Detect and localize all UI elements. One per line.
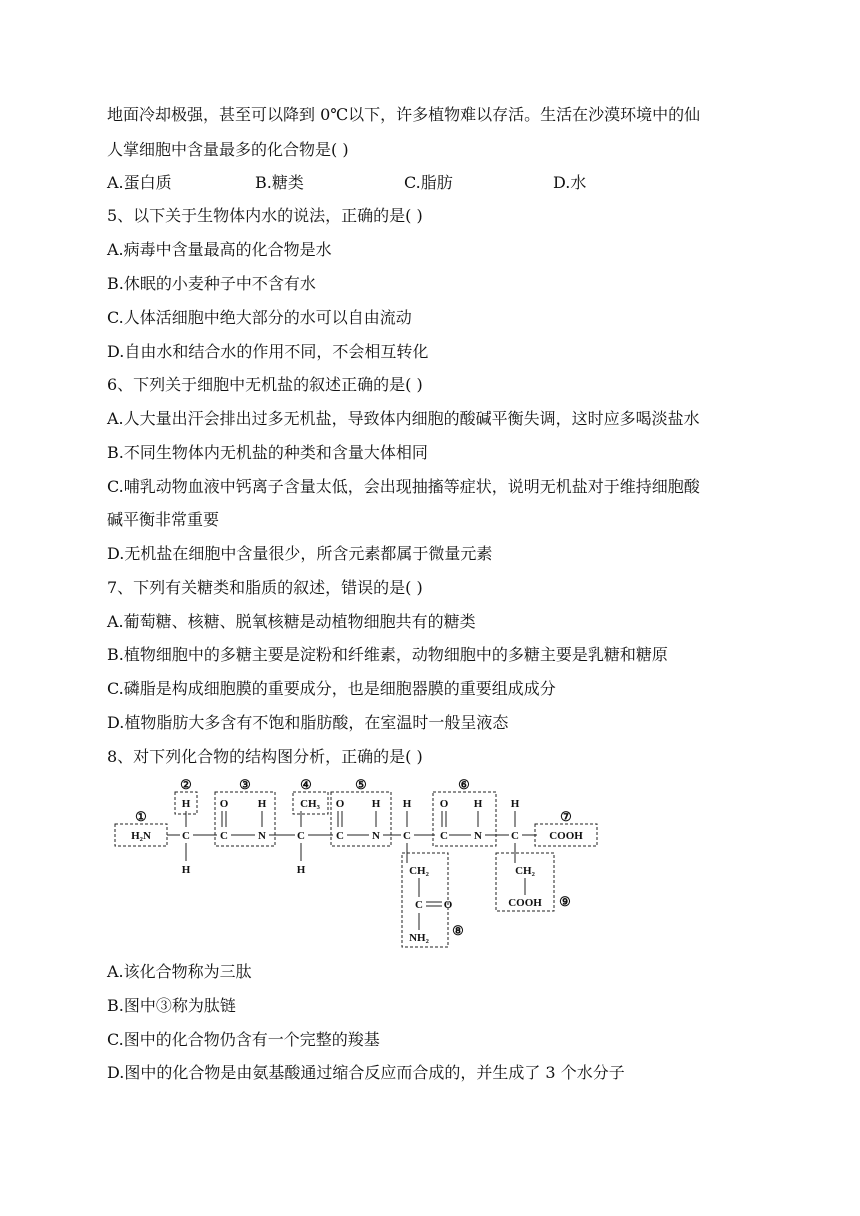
q8-option-b: B.图中③称为肽链	[107, 996, 236, 1015]
label-1: ①	[135, 809, 147, 824]
label-9: ⑨	[559, 894, 571, 909]
atom-cooh-1: COOH	[549, 830, 583, 842]
atom-h-2: H	[181, 864, 191, 876]
q8-option-d: D.图中的化合物是由氨基酸通过缩合反应而合成的，并生成了 3 个水分子	[107, 1063, 625, 1082]
q6-option-c-line-2: 碱平衡非常重要	[107, 510, 220, 529]
atom-h-3: H	[257, 798, 267, 810]
atom-o-1: O	[219, 798, 229, 810]
q7-option-c: C.磷脂是构成细胞膜的重要成分，也是细胞器膜的重要组成成分	[107, 679, 556, 698]
label-6: ⑥	[458, 777, 470, 792]
q4-option-d: D.水	[553, 173, 587, 192]
atom-h2n: H₂N	[131, 830, 151, 842]
q4-option-b: B.糖类	[255, 173, 304, 192]
q8-option-a: A.该化合物称为三肽	[107, 962, 252, 981]
q4-option-c: C.脂肪	[404, 173, 453, 192]
atom-h-6: H	[402, 798, 412, 810]
q6-option-a: A.人大量出汗会排出过多无机盐，导致体内细胞的酸碱平衡失调，这时应多喝淡盐水	[107, 409, 700, 428]
atom-c-6: C	[440, 830, 448, 842]
q4-stem-line-1: 地面冷却极强，甚至可以降到 0℃以下，许多植物难以存活。生活在沙漠环境中的仙	[107, 105, 701, 124]
atom-c-7: C	[511, 830, 519, 842]
q5-option-a: A.病毒中含量最高的化合物是水	[107, 240, 332, 259]
q7-option-a: A.葡萄糖、核糖、脱氧核糖是动植物细胞共有的糖类	[107, 612, 476, 631]
label-2: ②	[180, 777, 192, 792]
atom-h-5: H	[371, 798, 381, 810]
label-8: ⑧	[452, 923, 464, 938]
atom-ch2-1: CH₂	[409, 865, 429, 877]
atom-h-1: H	[181, 798, 191, 810]
q8-stem: 8、对下列化合物的结构图分析，正确的是( )	[107, 747, 423, 766]
atom-c-5: C	[403, 830, 411, 842]
atom-o-4: O	[443, 899, 453, 911]
atom-c-3: C	[297, 830, 305, 842]
q7-option-d: D.植物脂肪大多含有不饱和脂肪酸，在室温时一般呈液态	[107, 713, 509, 732]
q5-option-b: B.休眠的小麦种子中不含有水	[107, 274, 316, 293]
atom-c-1: C	[182, 830, 190, 842]
label-4: ④	[300, 777, 312, 792]
q5-stem: 5、以下关于生物体内水的说法，正确的是( )	[107, 206, 423, 225]
peptide-structure-diagram	[105, 775, 615, 950]
atom-n-2: N	[372, 830, 380, 842]
q5-option-c: C.人体活细胞中绝大部分的水可以自由流动	[107, 308, 412, 327]
q6-option-b: B.不同生物体内无机盐的种类和含量大体相同	[107, 443, 428, 462]
q8-option-c: C.图中的化合物仍含有一个完整的羧基	[107, 1030, 380, 1049]
q4-stem-line-2: 人掌细胞中含量最多的化合物是( )	[107, 140, 349, 159]
atom-ch2-2: CH₂	[515, 865, 535, 877]
atom-n-3: N	[474, 830, 482, 842]
atom-h-8: H	[510, 798, 520, 810]
q5-option-d: D.自由水和结合水的作用不同，不会相互转化	[107, 342, 429, 361]
atom-c-4: C	[336, 830, 344, 842]
label-3: ③	[239, 777, 251, 792]
label-5: ⑤	[355, 777, 367, 792]
atom-c-2: C	[220, 830, 228, 842]
q6-stem: 6、下列关于细胞中无机盐的叙述正确的是( )	[107, 375, 423, 394]
atom-o-2: O	[335, 798, 345, 810]
atom-c-8: C	[415, 899, 423, 911]
q6-option-c-line-1: C.哺乳动物血液中钙离子含量太低，会出现抽搐等症状，说明无机盐对于维持细胞酸	[107, 477, 700, 496]
atom-h-7: H	[473, 798, 483, 810]
atom-ch3: CH₃	[300, 798, 320, 810]
atom-o-3: O	[439, 798, 449, 810]
atom-nh2: NH₂	[409, 932, 429, 944]
atom-h-4: H	[296, 864, 306, 876]
atom-cooh-2: COOH	[508, 897, 542, 909]
q4-option-a: A.蛋白质	[107, 173, 172, 192]
label-7: ⑦	[560, 809, 572, 824]
q7-stem: 7、下列有关糖类和脂质的叙述，错误的是( )	[107, 578, 423, 597]
atom-n-1: N	[258, 830, 266, 842]
q6-option-d: D.无机盐在细胞中含量很少，所含元素都属于微量元素	[107, 544, 493, 563]
q7-option-b: B.植物细胞中的多糖主要是淀粉和纤维素，动物细胞中的多糖主要是乳糖和糖原	[107, 645, 668, 664]
